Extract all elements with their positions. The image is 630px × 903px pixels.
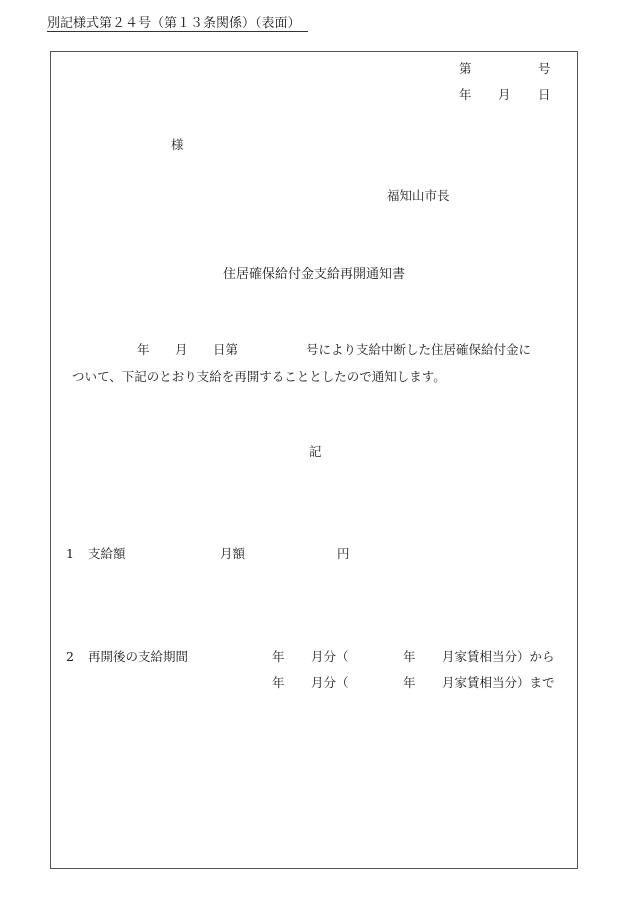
item2-to-rent: 月家賃相当分）まで xyxy=(442,675,555,690)
form-header: 別記様式第２４号（第１３条関係）（表面） xyxy=(47,16,301,31)
number-go: 号 xyxy=(538,61,551,76)
document-title: 住居確保給付金支給再開通知書 xyxy=(223,267,406,282)
body-year: 年 xyxy=(137,342,150,357)
item2-to-year: 年 xyxy=(272,675,285,690)
item2-from-month: 月分（ xyxy=(311,649,349,664)
item2-number: 2 xyxy=(66,649,74,664)
body-day-dai: 日第 xyxy=(213,342,239,357)
item2-from-year2: 年 xyxy=(403,649,416,664)
item1-number: 1 xyxy=(66,546,74,561)
addressee-suffix: 様 xyxy=(171,137,184,152)
form-header-underline xyxy=(47,31,308,32)
date-day: 日 xyxy=(538,87,551,102)
item2-from-year: 年 xyxy=(272,649,285,664)
item2-from-rent: 月家賃相当分）から xyxy=(442,649,555,664)
date-month: 月 xyxy=(498,87,511,102)
issuer: 福知山市長 xyxy=(387,188,450,203)
body-month: 月 xyxy=(175,342,188,357)
item2-label: 再開後の支給期間 xyxy=(88,649,189,664)
number-dai: 第 xyxy=(459,61,472,76)
body-line2: ついて、下記のとおり支給を再開することとしたので通知します。 xyxy=(72,369,446,384)
item2-to-year2: 年 xyxy=(403,675,416,690)
item1-monthly: 月額 xyxy=(220,546,246,561)
item1-yen: 円 xyxy=(337,546,350,561)
date-year: 年 xyxy=(459,87,472,102)
body-line1-rest: 号により支給中断した住居確保給付金に xyxy=(306,342,532,357)
item2-to-month: 月分（ xyxy=(311,675,349,690)
item1-label: 支給額 xyxy=(88,546,126,561)
ki-heading: 記 xyxy=(309,444,322,459)
document-frame xyxy=(50,51,578,869)
